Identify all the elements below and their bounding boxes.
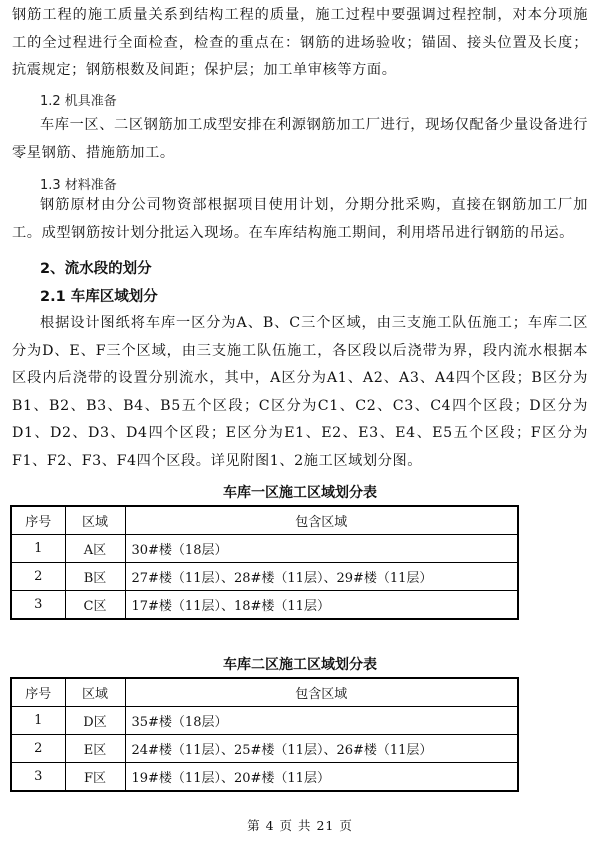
table1-header-row [11,506,518,535]
table2 [10,677,519,792]
table-cell: 3 [11,591,65,620]
page-footer: 第 4 页 共 21 页 [247,818,353,833]
table2-caption: 车库二区施工区域划分表 [223,657,377,673]
table-cell: A区 [65,535,125,563]
table-cell: D区 [65,707,125,735]
table-row [11,591,518,620]
table-cell: 2 [11,563,65,591]
paragraph-2-1: 根据设计图纸将车库一区分为A、B、C三个区域，由三支施工队伍施工；车库二区分为D、E、F三个区域，由三支施工队伍施工，各区段以后浇带为界，段内流水根据本区段内后浇带的设置分别流水，其中，A区分为A1、A2、A3、A4四个区段；B区分为B1、B2、B3、B4、B5五个区段；C区分为C1、C2、C3、C4四个区段；D区分为D1、D2、D3、D4四个区段；E区分为E1、E2、E3、E4、E5五个区段；F区分为F1、F2、F3、F4四个区段。详见附图1、2施工区域划分图。 [12,315,588,469]
table-row [11,707,518,735]
paragraph-1-2: 车库一区、二区钢筋加工成型安排在利源钢筋加工厂进行，现场仅配备少量设备进行零星钢筋、措施筋加工。 [12,117,588,161]
paragraph-1-3: 钢筋原材由分公司物资部根据项目使用计划，分期分批采购，直接在钢筋加工厂加工。成型钢筋按计划分批运入现场。在车库结构施工期间，利用塔吊进行钢筋的吊运。 [12,197,588,241]
table-cell: 24#楼（11层）、25#楼（11层）、26#楼（11层） [125,735,518,763]
table-cell: 17#楼（11层）、18#楼（11层） [125,591,518,620]
table-cell: 35#楼（18层） [125,707,518,735]
table2-header-row [11,678,518,707]
table1-header-index: 序号 [11,506,65,535]
table-cell: 27#楼（11层）、28#楼（11层）、29#楼（11层） [125,563,518,591]
table-row [11,735,518,763]
table-row [11,563,518,591]
heading-1-2: 1.2 机具准备 [40,94,117,109]
table-cell: 2 [11,735,65,763]
heading-2-1: 2.1 车库区域划分 [40,289,158,305]
table2-header-zone: 区域 [65,678,125,707]
table-cell: B区 [65,563,125,591]
table1-header-zone: 区域 [65,506,125,535]
table1-header-contents: 包含区域 [125,506,518,535]
table2-header-index: 序号 [11,678,65,707]
table-row [11,535,518,563]
intro-paragraph: 钢筋工程的施工质量关系到结构工程的质量，施工过程中要强调过程控制，对本分项施工的全过程进行全面检查，检查的重点在：钢筋的进场验收；锚固、接头位置及长度；抗震规定；钢筋根数及间距；保护层；加工单审核等方面。 [12,7,588,78]
table-cell: 1 [11,707,65,735]
heading-1-3: 1.3 材料准备 [40,178,117,193]
table-cell: 30#楼（18层） [125,535,518,563]
table1 [10,505,519,620]
table-cell: 19#楼（11层）、20#楼（11层） [125,763,518,792]
table1-caption: 车库一区施工区域划分表 [223,485,377,501]
table-cell: E区 [65,735,125,763]
table-cell: C区 [65,591,125,620]
table-row [11,763,518,792]
table-cell: F区 [65,763,125,792]
heading-2: 2、流水段的划分 [40,261,152,277]
table-cell: 3 [11,763,65,792]
table-cell: 1 [11,535,65,563]
table2-header-contents: 包含区域 [125,678,518,707]
